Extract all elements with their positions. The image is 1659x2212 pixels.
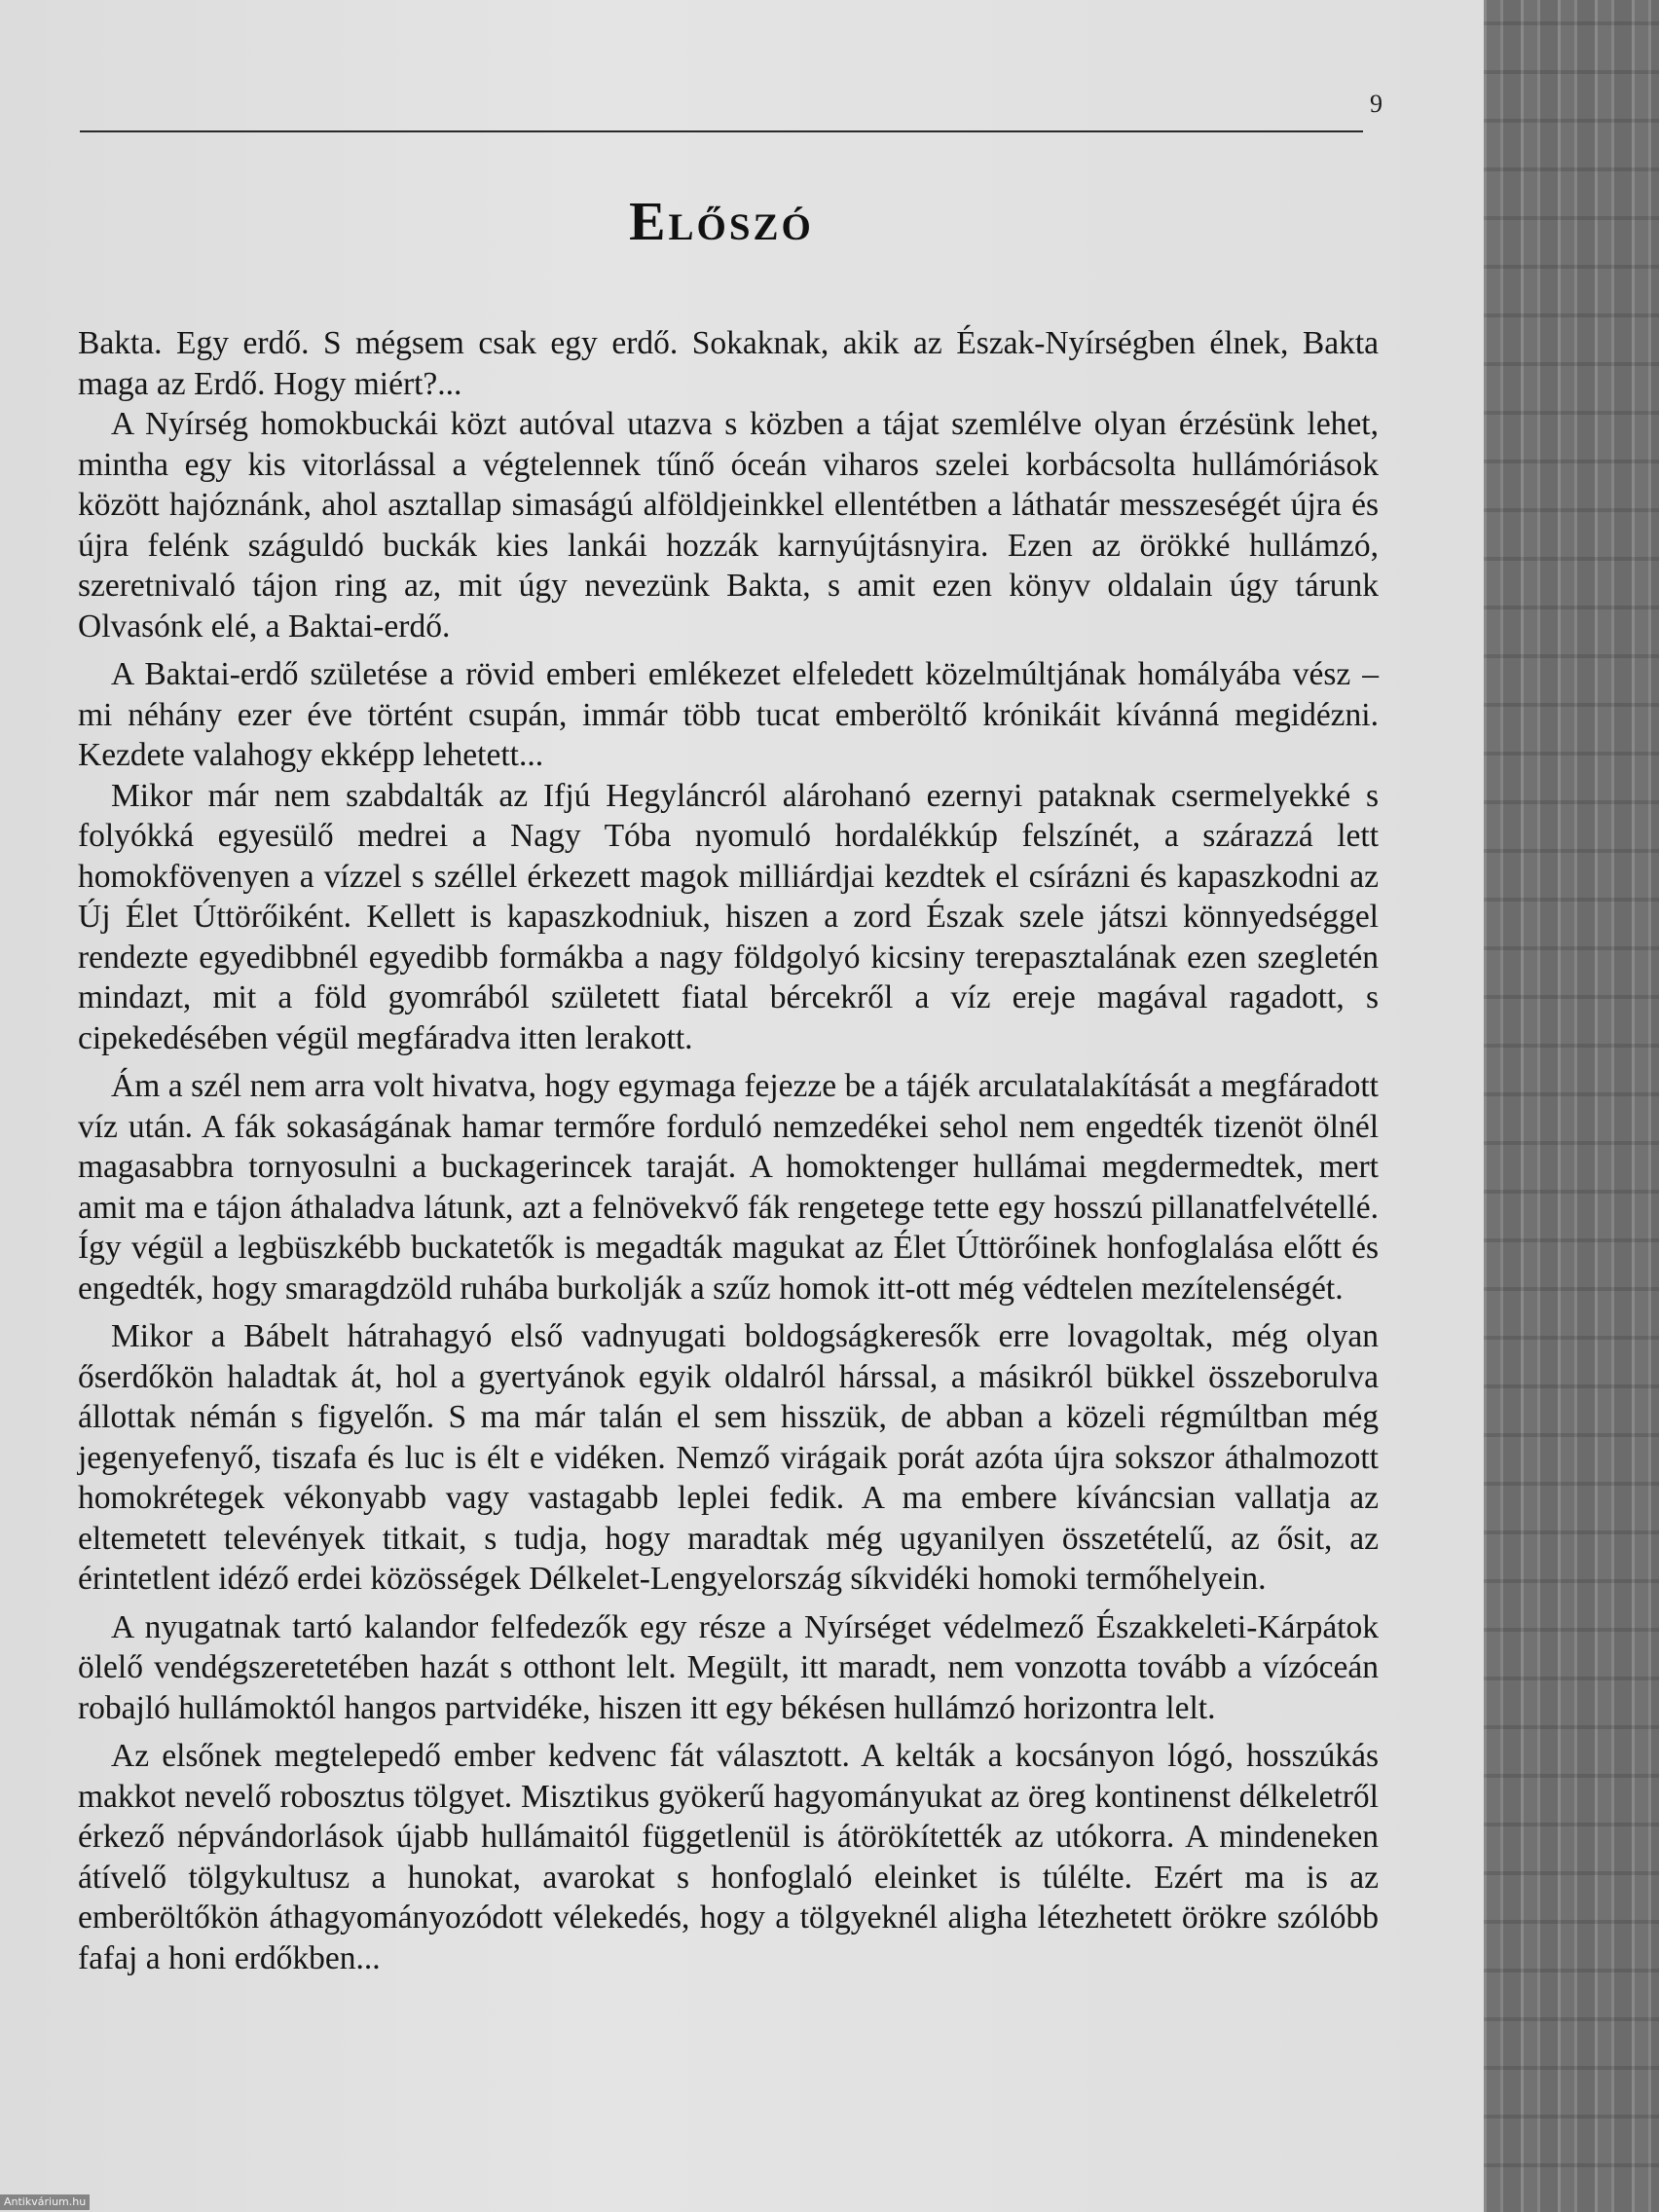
paragraph-6: Mikor a Bábelt hátrahagyó első vadnyugati boldogságkeresők erre lovagoltak, még olyan őserdőkön haladtak át, hol a gyertyánok egyik oldalról hárssal, a másikról bükkel összeborulva állottak némán s figyelőn. S ma már talán el sem hisszük, de abban a közeli régmúltban még jegenyefenyő, tiszafa és luc is élt e vidéken. Nemző virágaik porát azóta újra sokszor áthalmozott homokrétegek vékonyabb vagy vastagabb leplei fedik. A ma embere kíváncsian vallatja az eltemetett televények titkait, s tudja, hogy maradtak még ugyanilyen összetételű, az ősit, az érintetlent idéző erdei közösségek Délkelet-Lengyelország síkvidéki homoki termőhelyein.	[78, 1318, 1379, 1597]
chapter-title: Előszó	[629, 192, 814, 252]
body-text	[78, 323, 1379, 1978]
paragraph-5: Ám a szél nem arra volt hivatva, hogy egymaga fejezze be a tájék arculatalakítását a megfáradott víz után. A fák sokaságának hamar termőre forduló nemzedékei sehol nem engedték tizenöt ölnél magasabbra tornyosulni a buckagerincek taraját. A homoktenger hullámai megdermedtek, mert amit ma e tájon áthaladva látunk, azt a felnövekvő fák rengetege tette egy hosszú pillanatfelvétellé. Így végül a legbüszkébb buckatetők is megadták magukat az Élet Úttörőinek honfoglalása előtt és engedték, hogy smaragdzöld ruhába burkolják a szűz homok itt-ott még védtelen mezítelenségét.	[78, 1068, 1379, 1307]
page-number: 9	[1370, 90, 1382, 118]
book-binding-edge	[1484, 0, 1659, 2212]
header-rule	[80, 130, 1363, 132]
paragraph-7: A nyugatnak tartó kalandor felfedezők egy része a Nyírséget védelmező Északkeleti-Kárpátok ölelő vendégszeretetében hazát s otthont lelt. Megült, itt maradt, nem vonzotta tovább a vízóceán robajló hullámoktól hangos partvidéke, hiszen itt egy békésen hullámzó horizontra lelt.	[78, 1608, 1379, 1726]
paragraph-2: A Nyírség homokbuckái közt autóval utazva s közben a tájat szemlélve olyan érzésünk lehet, mintha egy kis vitorlással a végtelennek tűnő óceán viharos szelei korbácsolta hullámóriások között hajóznánk, ahol asztallap simaságú alföldjeinkkel ellentétben a láthatár messzeségét újra és újra felénk száguldó buckák kies lankái hozzák karnyújtásnyira. Ezen az örökké hullámzó, szeretnivaló tájon ring az, mit úgy nevezünk Bakta, s amit ezen könyv oldalain úgy tárunk Olvasónk elé, a Baktai-erdő.	[78, 406, 1379, 645]
paragraph-3: A Baktai-erdő születése a rövid emberi emlékezet elfeledett közelmúltjának homályába vész – mi néhány ezer éve történt csupán, immár több tucat emberöltő krónikáit kívánná megidézni. Kezdete valahogy ekképp lehetett...	[78, 656, 1379, 773]
paragraph-8: Az elsőnek megtelepedő ember kedvenc fát választott. A kelták a kocsányon lógó, hosszúkás makkot nevelő robosztus tölgyet. Misztikus gyökerű hagyományukat az öreg kontinenst délkeletről érkező népvándorlások újabb hullámaitól függetlenül is átörökítették az utókorra. A mindeneken átívelő tölgykultusz a hunokat, avarokat s honfoglaló eleinket is túlélte. Ezért ma is az emberöltőkön áthagyományozódott vélekedés, hogy a tölgyeknél aligha létezhetett örökre szólóbb fafaj a honi erdőkben...	[78, 1738, 1379, 1976]
paragraph-1: Bakta. Egy erdő. S mégsem csak egy erdő. Sokaknak, akik az Észak-Nyírségben élnek, Bakta maga az Erdő. Hogy miért?...	[78, 325, 1379, 402]
paragraph-4: Mikor már nem szabdalták az Ifjú Hegyláncról alárohanó ezernyi pataknak csermelyekké s folyókká egyesülő medrei a Nagy Tóba nyomuló hordalékkúp felszínét, a szárazzá lett homokfövenyen a vízzel s széllel érkezett magok milliárdjai kezdtek el csírázni és kapaszkodni az Új Élet Úttörőiként. Kellett is kapaszkodniuk, hiszen a zord Észak szele játszi könnyedséggel rendezte egyedibbnél egyedibb formákba a nagy földgolyó kicsiny terepasztalának ezen szegletén mindazt, mit a föld gyomrából született fiatal bércekről a víz ereje magával ragadott, s cipekedésében végül megfáradva itten lerakott.	[78, 777, 1379, 1056]
watermark: Antikvárium.hu	[0, 2194, 90, 2210]
